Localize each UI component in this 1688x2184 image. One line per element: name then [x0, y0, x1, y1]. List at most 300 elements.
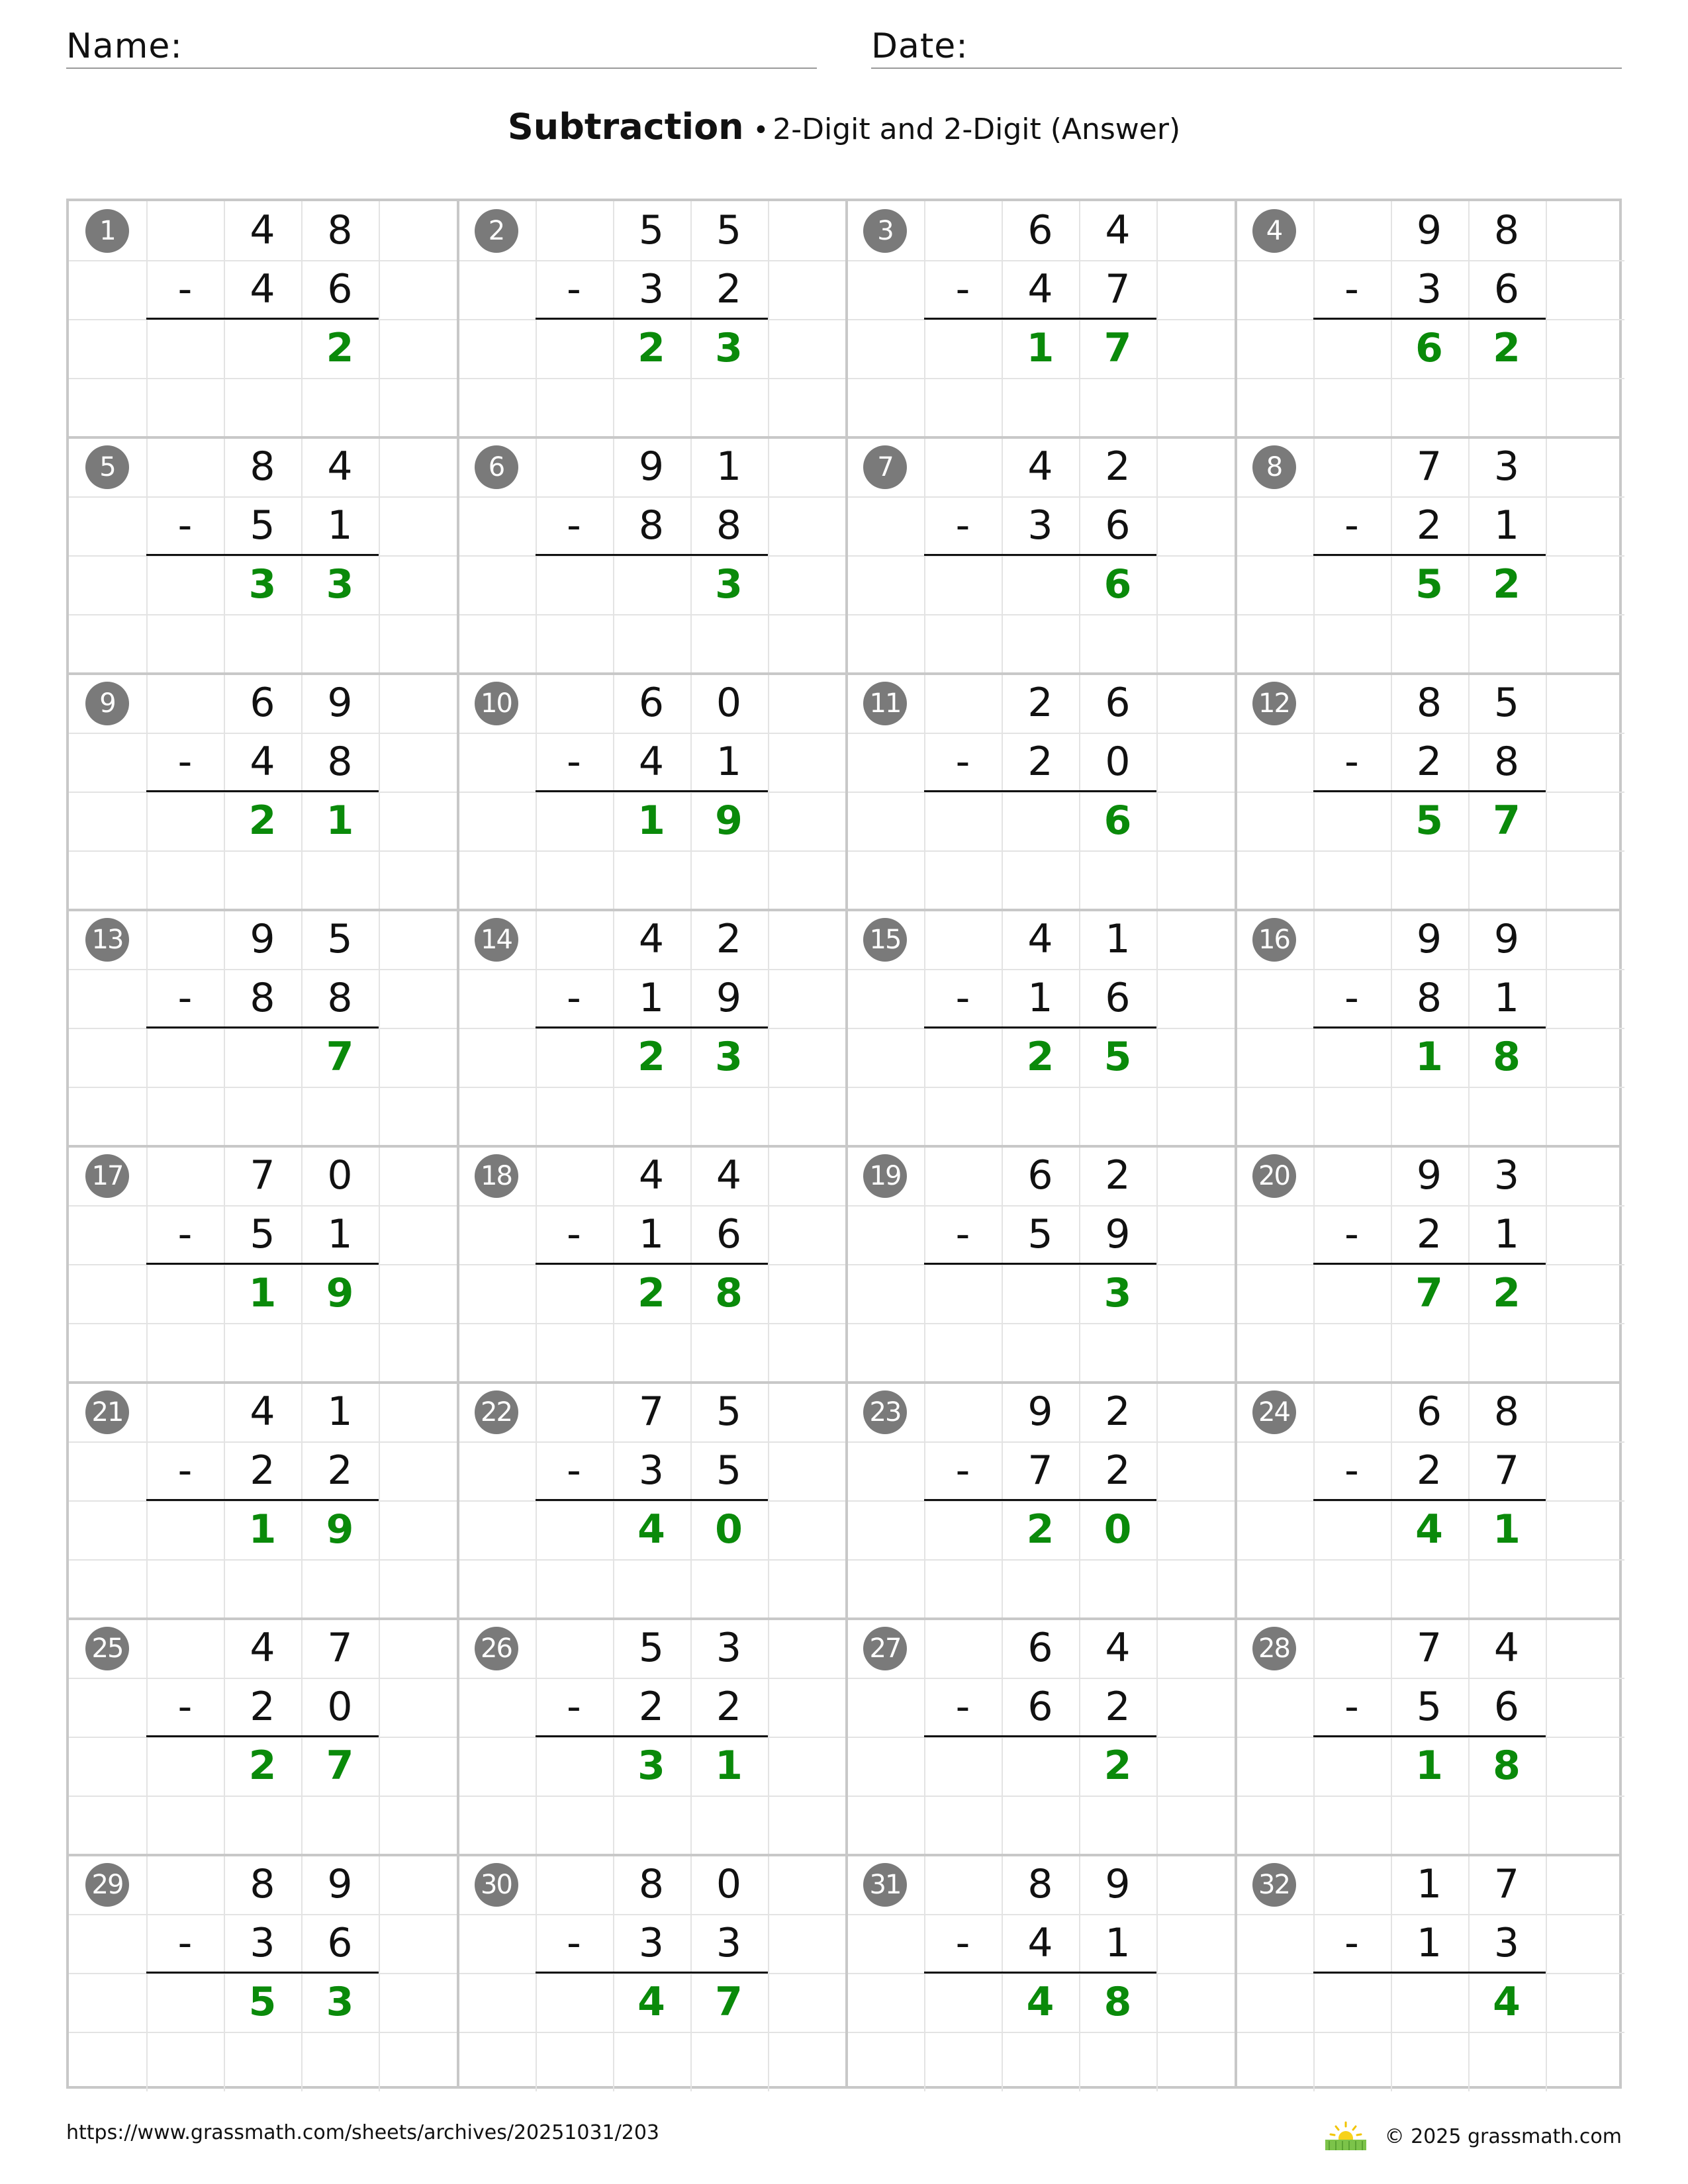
- problem-cell: [1236, 674, 1625, 910]
- problem-number-badge: 13: [85, 918, 129, 962]
- minuend-tens-digit: 6: [638, 680, 665, 726]
- minuend-ones-digit: 0: [327, 1152, 353, 1199]
- subtrahend-tens-digit: 5: [250, 502, 275, 549]
- minuend-tens-digit: 7: [250, 1152, 275, 1199]
- grid-line: [69, 614, 458, 615]
- subtrahend-ones-digit: 2: [1105, 1684, 1131, 1730]
- grid-line: [458, 1559, 847, 1561]
- subtrahend-ones-digit: 3: [1493, 1920, 1520, 1966]
- answer-rule: [536, 1499, 768, 1501]
- answer-tens-digit[interactable]: [1002, 1264, 1079, 1323]
- problem-separator: [69, 1854, 1619, 1856]
- minuend-tens-digit: 9: [1416, 1152, 1442, 1199]
- subtrahend-ones-digit: 6: [716, 1211, 742, 1257]
- answer-ones-digit[interactable]: 1: [715, 1743, 743, 1789]
- grid-line: [1236, 1559, 1625, 1561]
- answer-rule: [1313, 1026, 1546, 1028]
- minuend-tens-digit: 2: [1027, 680, 1053, 726]
- subtrahend-ones-digit: 1: [1105, 1920, 1131, 1966]
- answer-ones-digit[interactable]: 3: [326, 561, 354, 608]
- minuend-tens-digit: 4: [250, 1625, 275, 1671]
- problem-number-badge: 28: [1252, 1627, 1296, 1670]
- minuend-tens-digit: 5: [638, 1625, 665, 1671]
- answer-ones-digit[interactable]: 8: [1493, 1034, 1521, 1080]
- minus-sign: -: [1344, 502, 1359, 549]
- answer-rule: [924, 554, 1156, 556]
- problem-separator: [69, 1381, 1619, 1384]
- subtrahend-tens-digit: 3: [638, 1447, 665, 1494]
- footer-copyright-block: [1323, 2121, 1622, 2152]
- minus-sign: -: [1344, 266, 1359, 312]
- problem-cell: [69, 437, 458, 674]
- problem-cell: [69, 910, 458, 1146]
- problem-number-badge: 18: [475, 1154, 518, 1198]
- subtrahend-tens-digit: 2: [638, 1684, 665, 1730]
- answer-ones-digit[interactable]: 7: [715, 1979, 743, 2025]
- minus-sign: -: [1344, 739, 1359, 785]
- problem-number-badge: 27: [863, 1627, 907, 1670]
- problem-cell: [847, 1619, 1236, 1855]
- answer-ones-digit[interactable]: 2: [1103, 1743, 1132, 1789]
- grid-line: [69, 850, 458, 852]
- problem-cell: [847, 201, 1236, 437]
- minuend-ones-digit: 2: [716, 916, 742, 962]
- problem-cell: [1236, 1146, 1625, 1383]
- problem-cell: [847, 1383, 1236, 1619]
- grid-line: [69, 1087, 458, 1088]
- problem-number-badge: 7: [863, 445, 907, 489]
- subtrahend-ones-digit: 8: [716, 502, 742, 549]
- problem-grid: [66, 199, 1622, 2089]
- answer-ones-digit[interactable]: 8: [1103, 1979, 1132, 2025]
- subtrahend-tens-digit: 1: [1027, 975, 1053, 1021]
- minuend-tens-digit: 1: [1416, 1861, 1442, 1907]
- subtrahend-ones-digit: 2: [327, 1447, 353, 1494]
- subtrahend-ones-digit: 7: [1493, 1447, 1520, 1494]
- subtrahend-tens-digit: 3: [638, 266, 665, 312]
- problem-cell: [69, 1855, 458, 2091]
- date-label: Date:: [871, 26, 968, 66]
- title-main: Subtraction: [507, 106, 744, 148]
- grid-line: [1236, 1323, 1625, 1324]
- subtrahend-ones-digit: 3: [716, 1920, 742, 1966]
- minuend-ones-digit: 9: [327, 1861, 353, 1907]
- minus-sign: -: [177, 1211, 193, 1257]
- problem-number-badge: 4: [1252, 209, 1296, 253]
- answer-ones-digit[interactable]: 9: [326, 1506, 354, 1553]
- answer-ones-digit[interactable]: 0: [715, 1506, 743, 1553]
- answer-rule: [146, 1026, 379, 1028]
- answer-rule: [924, 1499, 1156, 1501]
- answer-tens-digit[interactable]: 1: [248, 1506, 277, 1553]
- minuend-tens-digit: 8: [250, 443, 275, 490]
- minuend-ones-digit: 2: [1105, 1388, 1131, 1435]
- minuend-ones-digit: 5: [1493, 680, 1520, 726]
- minus-sign: -: [177, 739, 193, 785]
- answer-ones-digit[interactable]: 9: [326, 1270, 354, 1316]
- answer-rule: [924, 1972, 1156, 1974]
- minus-sign: -: [955, 1447, 970, 1494]
- subtrahend-tens-digit: 1: [638, 1211, 665, 1257]
- problem-number-badge: 16: [1252, 918, 1296, 962]
- minuend-tens-digit: 4: [250, 1388, 275, 1435]
- answer-tens-digit[interactable]: 6: [1415, 325, 1443, 371]
- answer-ones-digit[interactable]: 6: [1103, 797, 1132, 844]
- problem-cell: [458, 437, 847, 674]
- subtrahend-tens-digit: 1: [638, 975, 665, 1021]
- answer-ones-digit[interactable]: 5: [1103, 1034, 1132, 1080]
- grid-line: [1236, 614, 1625, 615]
- answer-tens-digit[interactable]: 2: [1026, 1506, 1055, 1553]
- answer-rule: [146, 1263, 379, 1265]
- subtrahend-ones-digit: 0: [327, 1684, 353, 1730]
- answer-tens-digit[interactable]: 2: [637, 1034, 665, 1080]
- minuend-tens-digit: 4: [250, 207, 275, 253]
- answer-tens-digit[interactable]: 1: [248, 1270, 277, 1316]
- minuend-ones-digit: 7: [327, 1625, 353, 1671]
- answer-tens-digit[interactable]: [224, 1028, 301, 1087]
- minus-sign: -: [1344, 1920, 1359, 1966]
- answer-tens-digit[interactable]: [1391, 1973, 1468, 2032]
- minuend-ones-digit: 3: [1493, 443, 1520, 490]
- answer-rule: [536, 790, 768, 792]
- problem-cell: [1236, 1855, 1625, 2091]
- minus-sign: -: [567, 739, 581, 785]
- answer-tens-digit[interactable]: [613, 555, 690, 614]
- subtrahend-tens-digit: 4: [638, 739, 665, 785]
- problem-number-badge: 9: [85, 682, 129, 725]
- answer-tens-digit[interactable]: 1: [1415, 1743, 1443, 1789]
- answer-tens-digit[interactable]: 2: [1026, 1034, 1055, 1080]
- problem-number-badge: 23: [863, 1390, 907, 1434]
- minuend-ones-digit: 2: [1105, 1152, 1131, 1199]
- answer-tens-digit[interactable]: 5: [1415, 561, 1443, 608]
- subtrahend-tens-digit: 5: [250, 1211, 275, 1257]
- minus-sign: -: [177, 266, 193, 312]
- subtrahend-tens-digit: 1: [1416, 1920, 1442, 1966]
- answer-rule: [536, 554, 768, 556]
- problem-cell: [847, 1855, 1236, 2091]
- problem-number-badge: 17: [85, 1154, 129, 1198]
- grid-line: [1236, 1087, 1625, 1088]
- answer-tens-digit[interactable]: 4: [1415, 1506, 1443, 1553]
- answer-rule: [924, 1735, 1156, 1737]
- problem-cell: [847, 437, 1236, 674]
- minuend-ones-digit: 8: [327, 207, 353, 253]
- answer-ones-digit[interactable]: 3: [1103, 1270, 1132, 1316]
- answer-tens-digit[interactable]: 1: [1415, 1034, 1443, 1080]
- problem-cell: [1236, 201, 1625, 437]
- answer-ones-digit[interactable]: 1: [1493, 1506, 1521, 1553]
- minus-sign: -: [1344, 1447, 1359, 1494]
- answer-rule: [146, 1499, 379, 1501]
- answer-ones-digit[interactable]: 8: [715, 1270, 743, 1316]
- answer-rule: [146, 554, 379, 556]
- problem-cell: [1236, 437, 1625, 674]
- problem-number-badge: 31: [863, 1863, 907, 1907]
- answer-rule: [1313, 1735, 1546, 1737]
- problem-number-badge: 24: [1252, 1390, 1296, 1434]
- subtrahend-tens-digit: 5: [1416, 1684, 1442, 1730]
- minus-sign: -: [567, 266, 581, 312]
- minuend-tens-digit: 6: [1027, 1152, 1053, 1199]
- subtrahend-tens-digit: 4: [1027, 266, 1053, 312]
- answer-ones-digit[interactable]: 9: [715, 797, 743, 844]
- minus-sign: -: [567, 1211, 581, 1257]
- subtrahend-tens-digit: 2: [1416, 1447, 1442, 1494]
- minuend-ones-digit: 9: [1105, 1861, 1131, 1907]
- problem-number-badge: 19: [863, 1154, 907, 1198]
- minuend-tens-digit: 6: [1416, 1388, 1442, 1435]
- grid-line: [1236, 378, 1625, 379]
- problem-number-badge: 25: [85, 1627, 129, 1670]
- date-field[interactable]: [871, 25, 1622, 69]
- title-separator: •: [753, 115, 769, 146]
- subtrahend-ones-digit: 1: [327, 1211, 353, 1257]
- subtrahend-ones-digit: 9: [1105, 1211, 1131, 1257]
- grid-line: [69, 1559, 458, 1561]
- answer-tens-digit[interactable]: 4: [637, 1979, 665, 2025]
- minuend-ones-digit: 3: [1493, 1152, 1520, 1199]
- answer-tens-digit[interactable]: 2: [248, 797, 277, 844]
- minuend-ones-digit: 0: [716, 680, 742, 726]
- subtrahend-ones-digit: 2: [1105, 1447, 1131, 1494]
- answer-tens-digit[interactable]: 3: [248, 561, 277, 608]
- subtrahend-ones-digit: 1: [1493, 975, 1520, 1021]
- answer-tens-digit[interactable]: 5: [1415, 797, 1443, 844]
- answer-tens-digit[interactable]: 1: [1026, 325, 1055, 371]
- problem-cell: [1236, 910, 1625, 1146]
- subtrahend-ones-digit: 8: [1493, 739, 1520, 785]
- minus-sign: -: [567, 502, 581, 549]
- problem-number-badge: 26: [475, 1627, 518, 1670]
- subtrahend-ones-digit: 7: [1105, 266, 1131, 312]
- answer-tens-digit[interactable]: 2: [637, 1270, 665, 1316]
- subtrahend-tens-digit: 2: [250, 1447, 275, 1494]
- answer-tens-digit[interactable]: 7: [1415, 1270, 1443, 1316]
- problem-number-badge: 5: [85, 445, 129, 489]
- problem-number-badge: 21: [85, 1390, 129, 1434]
- answer-ones-digit[interactable]: 1: [326, 797, 354, 844]
- answer-ones-digit[interactable]: 8: [1493, 1743, 1521, 1789]
- answer-tens-digit[interactable]: 2: [637, 325, 665, 371]
- problem-number-badge: 3: [863, 209, 907, 253]
- minuend-ones-digit: 5: [327, 916, 353, 962]
- problem-number-badge: 29: [85, 1863, 129, 1907]
- answer-tens-digit[interactable]: [224, 319, 301, 378]
- subtrahend-tens-digit: 4: [250, 739, 275, 785]
- answer-tens-digit[interactable]: 3: [637, 1743, 665, 1789]
- problem-number-badge: 14: [475, 918, 518, 962]
- problem-cell: [458, 201, 847, 437]
- answer-rule: [146, 318, 379, 320]
- worksheet-title: [0, 106, 1688, 148]
- subtrahend-ones-digit: 1: [716, 739, 742, 785]
- minus-sign: -: [567, 975, 581, 1021]
- problem-separator: [69, 1617, 1619, 1620]
- answer-rule: [1313, 1499, 1546, 1501]
- problem-number-badge: 32: [1252, 1863, 1296, 1907]
- grid-line: [847, 2032, 1236, 2033]
- answer-ones-digit[interactable]: 3: [715, 1034, 743, 1080]
- subtrahend-ones-digit: 5: [716, 1447, 742, 1494]
- title-subtitle: 2-Digit and 2-Digit (Answer): [773, 113, 1181, 146]
- problem-cell: [847, 910, 1236, 1146]
- subtrahend-ones-digit: 6: [327, 1920, 353, 1966]
- footer-url: https://www.grassmath.com/sheets/archives/20251031/203: [66, 2121, 660, 2144]
- subtrahend-ones-digit: 8: [327, 975, 353, 1021]
- subtrahend-tens-digit: 2: [1416, 502, 1442, 549]
- problem-cell: [69, 1619, 458, 1855]
- answer-rule: [1313, 554, 1546, 556]
- grid-line: [847, 1796, 1236, 1797]
- answer-tens-digit[interactable]: 4: [637, 1506, 665, 1553]
- minuend-tens-digit: 9: [1027, 1388, 1053, 1435]
- answer-ones-digit[interactable]: 6: [1103, 561, 1132, 608]
- answer-ones-digit[interactable]: 3: [326, 1979, 354, 2025]
- sun-over-grass-icon: [1323, 2121, 1369, 2152]
- subtrahend-ones-digit: 9: [716, 975, 742, 1021]
- minuend-tens-digit: 5: [638, 207, 665, 253]
- answer-rule: [1313, 318, 1546, 320]
- problem-cell: [458, 1383, 847, 1619]
- subtrahend-tens-digit: 5: [1027, 1211, 1053, 1257]
- grid-line: [1236, 850, 1625, 852]
- minuend-ones-digit: 8: [1493, 207, 1520, 253]
- minuend-tens-digit: 8: [250, 1861, 275, 1907]
- minuend-tens-digit: 6: [1027, 1625, 1053, 1671]
- minuend-ones-digit: 8: [1493, 1388, 1520, 1435]
- answer-rule: [924, 790, 1156, 792]
- problem-separator: [69, 1145, 1619, 1148]
- answer-ones-digit[interactable]: 7: [326, 1743, 354, 1789]
- minus-sign: -: [177, 1920, 193, 1966]
- grid-line: [1236, 2032, 1625, 2033]
- answer-rule: [1313, 1263, 1546, 1265]
- answer-tens-digit[interactable]: [1002, 792, 1079, 850]
- grid-line: [847, 614, 1236, 615]
- problem-separator: [69, 436, 1619, 439]
- grid-line: [847, 850, 1236, 852]
- answer-rule: [536, 1026, 768, 1028]
- subtrahend-tens-digit: 3: [1027, 502, 1053, 549]
- problem-cell: [847, 1146, 1236, 1383]
- answer-ones-digit[interactable]: 7: [1103, 325, 1132, 371]
- name-field[interactable]: [66, 25, 817, 69]
- minuend-tens-digit: 8: [638, 1861, 665, 1907]
- subtrahend-ones-digit: 2: [716, 1684, 742, 1730]
- subtrahend-ones-digit: 6: [1105, 975, 1131, 1021]
- problem-number-badge: 20: [1252, 1154, 1296, 1198]
- answer-rule: [924, 1263, 1156, 1265]
- problem-number-badge: 6: [475, 445, 518, 489]
- minus-sign: -: [955, 1211, 970, 1257]
- grid-line: [847, 378, 1236, 379]
- answer-tens-digit[interactable]: 4: [1026, 1979, 1055, 2025]
- answer-ones-digit[interactable]: 7: [326, 1034, 354, 1080]
- answer-ones-digit[interactable]: 2: [1493, 1270, 1521, 1316]
- problem-separator: [1235, 201, 1237, 2086]
- minuend-ones-digit: 1: [716, 443, 742, 490]
- answer-rule: [536, 1735, 768, 1737]
- minus-sign: -: [567, 1920, 581, 1966]
- problem-number-badge: 2: [475, 209, 518, 253]
- subtrahend-tens-digit: 8: [1416, 975, 1442, 1021]
- grid-line: [69, 1323, 458, 1324]
- grid-line: [847, 1559, 1236, 1561]
- minuend-ones-digit: 5: [716, 207, 742, 253]
- minuend-tens-digit: 9: [1416, 207, 1442, 253]
- minuend-ones-digit: 6: [1105, 680, 1131, 726]
- grid-line: [458, 1796, 847, 1797]
- answer-tens-digit[interactable]: 2: [248, 1743, 277, 1789]
- problem-separator: [69, 909, 1619, 911]
- subtrahend-tens-digit: 4: [250, 266, 275, 312]
- answer-rule: [146, 1972, 379, 1974]
- answer-tens-digit[interactable]: [1002, 555, 1079, 614]
- answer-ones-digit[interactable]: 3: [715, 325, 743, 371]
- grid-line: [847, 1087, 1236, 1088]
- minus-sign: -: [567, 1447, 581, 1494]
- minus-sign: -: [1344, 1684, 1359, 1730]
- minuend-ones-digit: 4: [716, 1152, 742, 1199]
- subtrahend-tens-digit: 6: [1027, 1684, 1053, 1730]
- problem-cell: [69, 674, 458, 910]
- grid-line: [69, 2032, 458, 2033]
- answer-tens-digit[interactable]: 1: [637, 797, 665, 844]
- subtrahend-tens-digit: 3: [1416, 266, 1442, 312]
- answer-tens-digit[interactable]: 5: [248, 1979, 277, 2025]
- minuend-ones-digit: 4: [327, 443, 353, 490]
- minuend-tens-digit: 4: [1027, 443, 1053, 490]
- minuend-ones-digit: 9: [1493, 916, 1520, 962]
- grid-line: [458, 850, 847, 852]
- minus-sign: -: [567, 1684, 581, 1730]
- subtrahend-tens-digit: 8: [638, 502, 665, 549]
- answer-rule: [1313, 790, 1546, 792]
- minuend-tens-digit: 6: [1027, 207, 1053, 253]
- subtrahend-tens-digit: 4: [1027, 1920, 1053, 1966]
- minuend-tens-digit: 7: [1416, 443, 1442, 490]
- subtrahend-ones-digit: 1: [1493, 1211, 1520, 1257]
- problem-cell: [69, 1383, 458, 1619]
- subtrahend-ones-digit: 0: [1105, 739, 1131, 785]
- subtrahend-tens-digit: 2: [250, 1684, 275, 1730]
- answer-ones-digit[interactable]: 2: [1493, 325, 1521, 371]
- answer-ones-digit[interactable]: 2: [1493, 561, 1521, 608]
- answer-ones-digit[interactable]: 0: [1103, 1506, 1132, 1553]
- answer-ones-digit[interactable]: 2: [326, 325, 354, 371]
- grid-line: [458, 1087, 847, 1088]
- minuend-ones-digit: 0: [716, 1861, 742, 1907]
- problem-number-badge: 11: [863, 682, 907, 725]
- answer-tens-digit[interactable]: [1002, 1737, 1079, 1796]
- answer-ones-digit[interactable]: 7: [1493, 797, 1521, 844]
- subtrahend-ones-digit: 8: [327, 739, 353, 785]
- answer-ones-digit[interactable]: 3: [715, 561, 743, 608]
- minuend-ones-digit: 4: [1493, 1625, 1520, 1671]
- answer-ones-digit[interactable]: 4: [1493, 1979, 1521, 2025]
- minus-sign: -: [1344, 975, 1359, 1021]
- problem-separator: [845, 201, 848, 2086]
- minuend-tens-digit: 4: [638, 1152, 665, 1199]
- answer-rule: [146, 1735, 379, 1737]
- answer-rule: [536, 1263, 768, 1265]
- subtrahend-tens-digit: 3: [638, 1920, 665, 1966]
- minuend-ones-digit: 1: [327, 1388, 353, 1435]
- minuend-tens-digit: 8: [1027, 1861, 1053, 1907]
- minuend-tens-digit: 4: [1027, 916, 1053, 962]
